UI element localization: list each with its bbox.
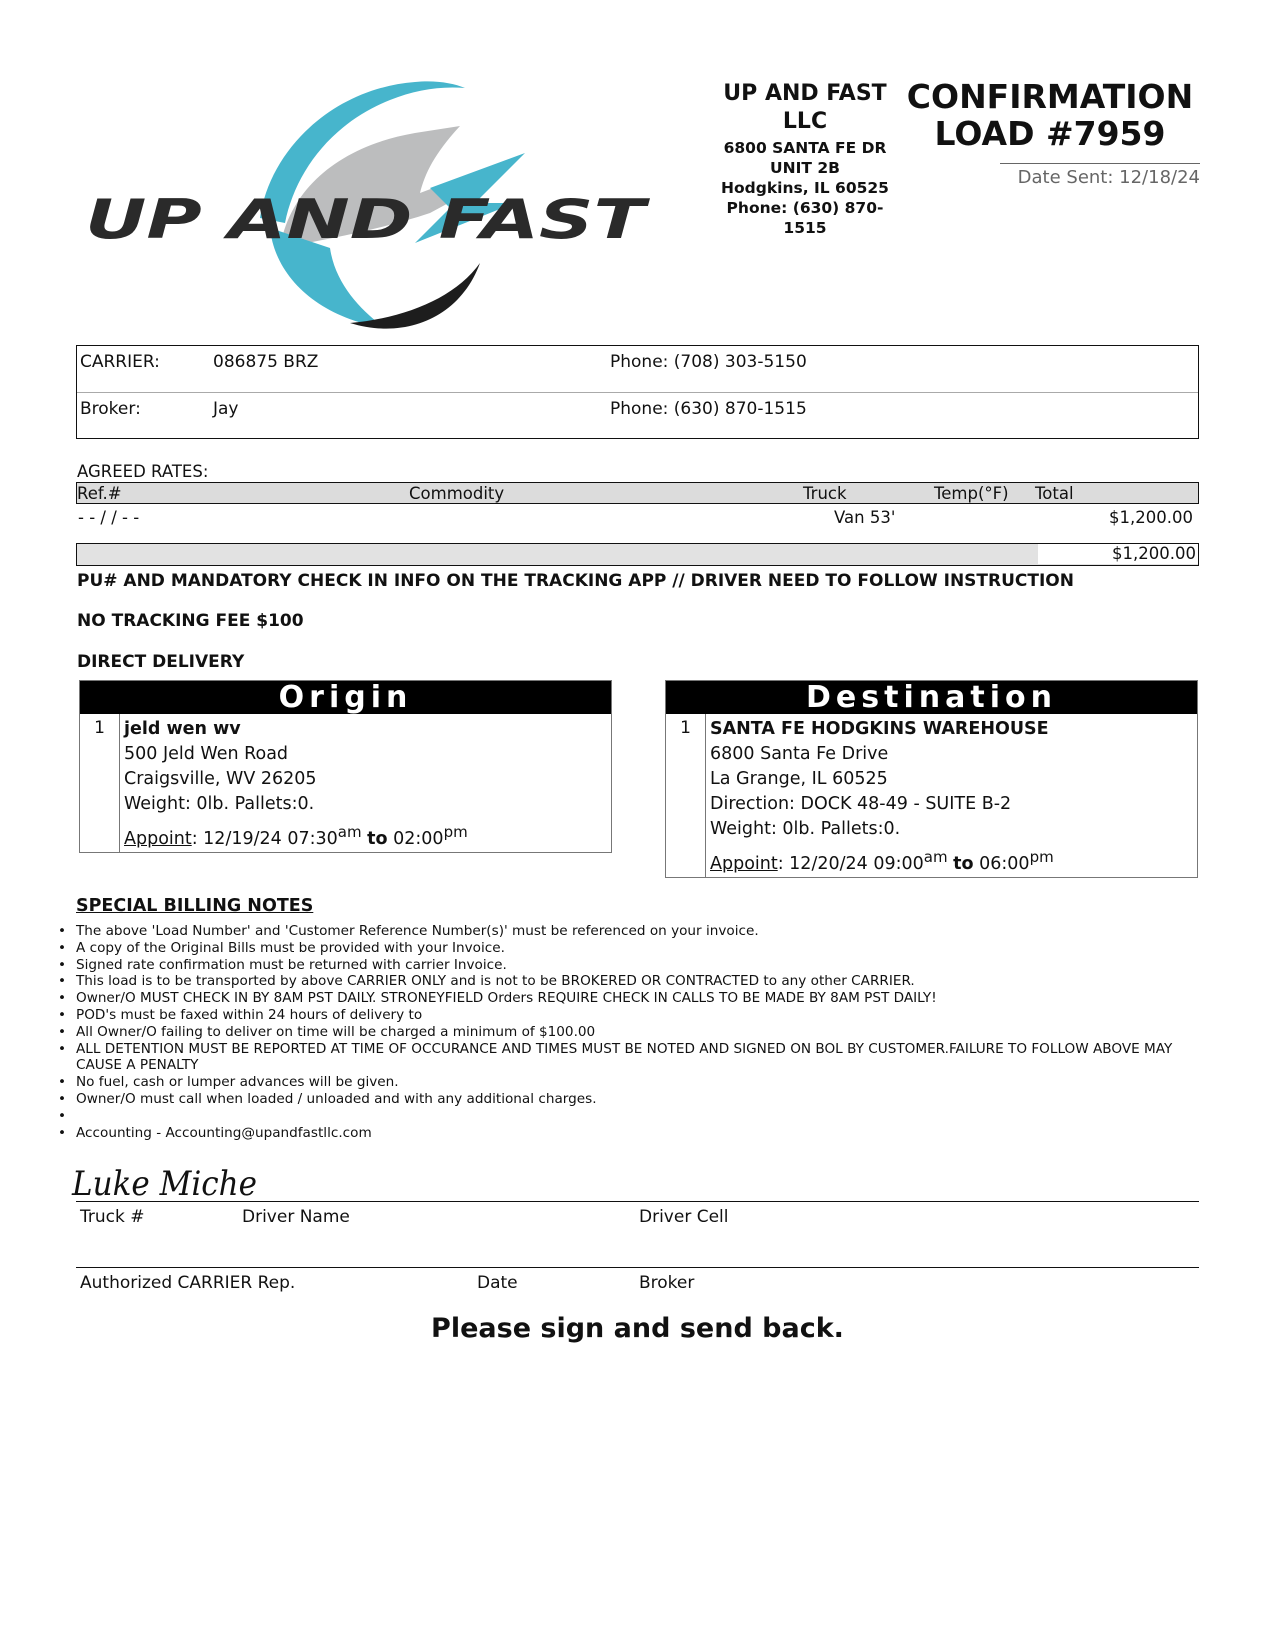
billing-notes-list	[58, 923, 1208, 1141]
rep-label: Authorized CARRIER Rep.	[80, 1273, 296, 1293]
driver-cell-label: Driver Cell	[639, 1207, 729, 1227]
grand-total: $1,200.00	[1038, 544, 1198, 564]
rates-title: AGREED RATES:	[77, 462, 209, 481]
confirmation-heading	[900, 78, 1200, 152]
origin-stop-number: 1	[80, 714, 120, 852]
origin-appoint-label: Appoint	[124, 828, 192, 849]
billing-note: • The above 'Load Number' and 'Customer Reference Number(s)' must be referenced on your invoice.	[58, 923, 1208, 940]
origin-name: jeld wen wv	[124, 719, 241, 739]
destination-name: SANTA FE HODGKINS WAREHOUSE	[710, 719, 1049, 739]
date-sent-divider	[1000, 163, 1200, 164]
date-label: Date	[477, 1273, 518, 1293]
origin-pm: pm	[443, 823, 468, 841]
billing-note: • Owner/O must call when loaded / unloaded and with any additional charges.	[58, 1091, 1208, 1108]
billing-note: • All Owner/O failing to deliver on time will be charged a minimum of $100.00	[58, 1024, 1208, 1041]
carrier-phone: Phone: (708) 303-5150	[610, 352, 807, 372]
signature-line-1	[76, 1201, 1199, 1202]
billing-note: • ALL DETENTION MUST BE REPORTED AT TIME OF OCCURANCE AND TIMES MUST BE NOTED AND SIGNED ON BOL BY CUSTOMER.FAILURE TO FOLLOW ABOVE MAY CAUSE A PENALTY	[58, 1041, 1208, 1075]
signature	[70, 1160, 270, 1205]
company-info	[705, 80, 905, 238]
billing-note: • A copy of the Original Bills must be provided with your Invoice.	[58, 940, 1208, 957]
company-phone-line2: 1515	[783, 219, 827, 237]
signature-text: Luke Miche	[71, 1164, 257, 1204]
billing-note: • Accounting - Accounting@upandfastllc.com	[58, 1125, 1208, 1142]
load-number: LOAD #7959	[934, 114, 1166, 153]
confirmation-title: CONFIRMATION	[906, 77, 1194, 116]
rates-truck: Van 53'	[834, 508, 896, 527]
destination-weight: Weight: 0lb. Pallets:0.	[710, 819, 901, 839]
destination-appointment	[710, 845, 1193, 877]
company-address2: UNIT 2B	[770, 159, 840, 177]
rates-header-total: Total	[1035, 484, 1074, 503]
carrier-label: CARRIER:	[80, 352, 160, 372]
origin-box	[79, 680, 612, 853]
billing-note	[58, 1108, 1208, 1125]
driver-name-label: Driver Name	[242, 1207, 350, 1227]
billing-note: • No fuel, cash or lumper advances will be given.	[58, 1074, 1208, 1091]
destination-to: to	[953, 853, 974, 874]
company-logo	[85, 78, 685, 340]
origin-address: 500 Jeld Wen Road	[124, 744, 289, 764]
signature-line-2	[76, 1267, 1199, 1268]
destination-direction: Direction: DOCK 48-49 - SUITE B-2	[710, 794, 1012, 814]
company-phone-line1: Phone: (630) 870-	[726, 199, 884, 217]
billing-note: • Signed rate confirmation must be returned with carrier Invoice.	[58, 957, 1208, 974]
notice-tracking: PU# AND MANDATORY CHECK IN INFO ON THE TRACKING APP // DRIVER NEED TO FOLLOW INSTRUCTION	[77, 571, 1074, 591]
company-name-line2: LLC	[782, 109, 828, 134]
origin-city: Craigsville, WV 26205	[124, 769, 317, 789]
origin-am: am	[337, 823, 362, 841]
sign-and-send-message: Please sign and send back.	[431, 1313, 844, 1344]
rates-header-commodity: Commodity	[409, 484, 505, 503]
billing-note: • POD's must be faxed within 24 hours of delivery to	[58, 1007, 1208, 1024]
truck-label: Truck #	[80, 1207, 145, 1227]
billing-notes-title: SPECIAL BILLING NOTES	[76, 896, 314, 916]
billing-note: • This load is to be transported by above CARRIER ONLY and is not to be BROKERED OR CONTRACTED to any other CARRIER.	[58, 973, 1208, 990]
destination-details	[710, 717, 1193, 877]
destination-pm: pm	[1029, 848, 1054, 866]
origin-to: to	[367, 828, 388, 849]
rates-header-ref: Ref.#	[77, 484, 122, 503]
logo-wordmark: UP AND FAST	[85, 188, 651, 251]
origin-weight: Weight: 0lb. Pallets:0.	[124, 794, 315, 814]
company-city: Hodgkins, IL 60525	[721, 179, 889, 197]
broker-signature-label: Broker	[639, 1273, 695, 1293]
destination-am: am	[923, 848, 948, 866]
notice-tracking-fee: NO TRACKING FEE $100	[77, 611, 304, 631]
destination-header: Destination	[666, 681, 1197, 714]
broker-value: Jay	[213, 399, 239, 419]
rates-total: $1,200.00	[1109, 508, 1193, 527]
origin-appointment	[124, 820, 607, 852]
destination-address: 6800 Santa Fe Drive	[710, 744, 889, 764]
parties-divider	[77, 392, 1198, 393]
rates-header-truck: Truck	[803, 484, 847, 503]
company-name-line1: UP AND FAST	[723, 81, 887, 106]
destination-appoint-label: Appoint	[710, 853, 778, 874]
carrier-value: 086875 BRZ	[213, 352, 319, 372]
rates-ref: - - / / - -	[78, 508, 140, 527]
destination-appoint-end: 06:00	[973, 853, 1030, 874]
destination-stop-number: 1	[666, 714, 706, 877]
grand-total-bar	[76, 543, 1199, 566]
date-sent: Date Sent: 12/18/24	[1017, 167, 1200, 188]
origin-header: Origin	[80, 681, 611, 714]
destination-appoint-start: : 12/20/24 09:00	[777, 853, 924, 874]
broker-phone: Phone: (630) 870-1515	[610, 399, 807, 419]
company-address1: 6800 SANTA FE DR	[723, 139, 887, 157]
rates-header-row	[76, 482, 1199, 504]
parties-box	[76, 345, 1199, 439]
rates-header-temp: Temp(°F)	[934, 484, 1009, 503]
broker-label: Broker:	[80, 399, 141, 419]
origin-appoint-end: 02:00	[387, 828, 444, 849]
rates-row	[76, 507, 1199, 529]
origin-details	[124, 717, 607, 852]
destination-box	[665, 680, 1198, 878]
billing-note: • Owner/O MUST CHECK IN BY 8AM PST DAILY. STRONEYFIELD Orders REQUIRE CHECK IN CALLS TO BE MADE BY 8AM PST DAILY!	[58, 990, 1208, 1007]
destination-city: La Grange, IL 60525	[710, 769, 888, 789]
notice-direct-delivery: DIRECT DELIVERY	[77, 652, 245, 672]
origin-appoint-start: : 12/19/24 07:30	[191, 828, 338, 849]
